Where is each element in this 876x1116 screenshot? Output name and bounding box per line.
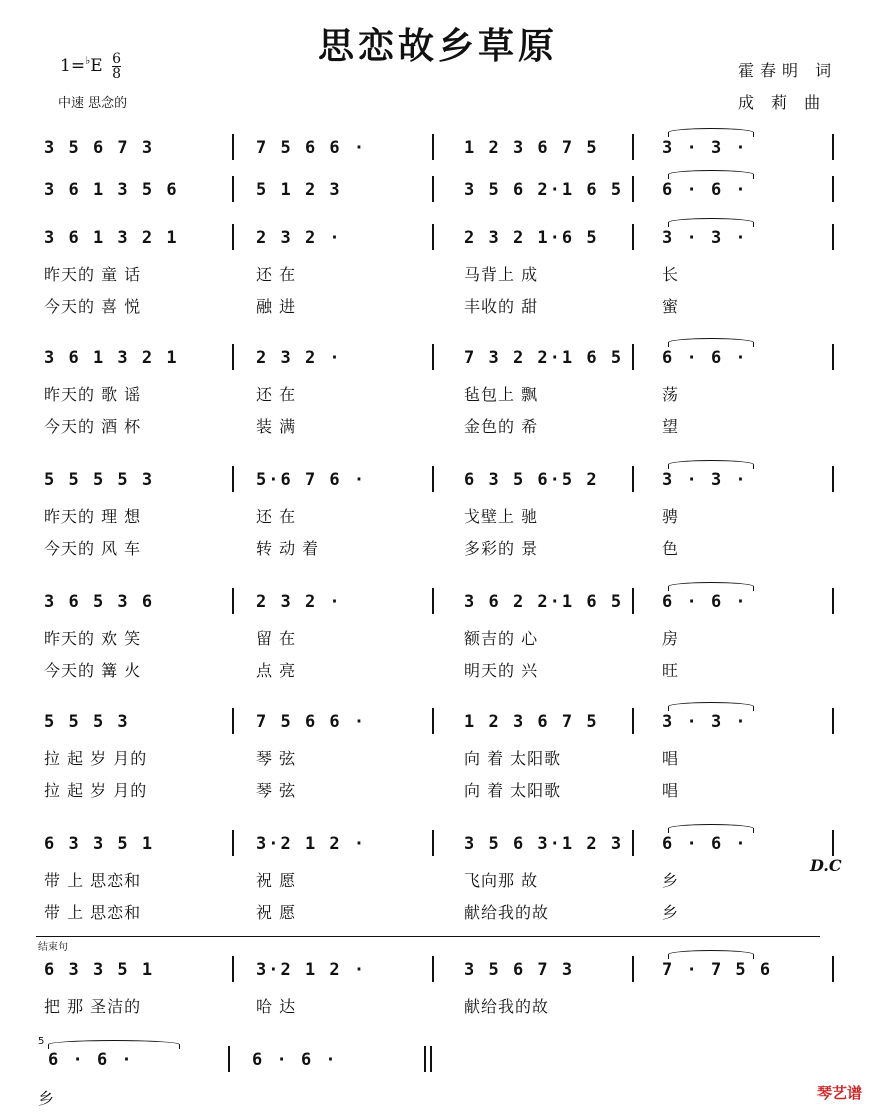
bar-line — [632, 588, 634, 614]
bar-line — [424, 1046, 426, 1072]
measure-notes: 5 1 2 3 — [256, 180, 342, 200]
lyric-text: 额吉的 心 — [464, 629, 539, 648]
tie-slur — [668, 582, 754, 591]
bar-line — [832, 176, 834, 202]
measure-notes: 7 · 7 5 6 — [662, 960, 773, 980]
tie-slur — [668, 338, 754, 347]
lyric-text: 向 着 太阳歌 — [464, 781, 562, 800]
lyric-text: 拉 起 岁 月的 — [44, 749, 148, 768]
lyric-text: 今天的 喜 悦 — [44, 297, 142, 316]
measure-notes: 7 3 2 2·1 6 5 — [464, 348, 624, 368]
lyric-text: 明天的 兴 — [464, 661, 539, 680]
bar-line — [432, 588, 434, 614]
lyric-text: 还 在 — [256, 507, 297, 526]
lyric-text: 长 — [662, 265, 680, 284]
lyric-text: 望 — [662, 417, 680, 436]
lyric-text: 荡 — [662, 385, 680, 404]
bar-line — [632, 466, 634, 492]
lyric-text: 还 在 — [256, 265, 297, 284]
measure-notes: 3 · 3 · — [662, 712, 748, 732]
bar-line — [632, 134, 634, 160]
lyric-text: 金色的 希 — [464, 417, 539, 436]
bar-line — [432, 344, 434, 370]
bar-line — [632, 956, 634, 982]
lyric-text: 昨天的 歌 谣 — [44, 385, 142, 404]
bar-line — [232, 176, 234, 202]
measure-notes: 6 · 6 · — [662, 348, 748, 368]
lyric-text: 色 — [662, 539, 680, 558]
meter-num: 6 — [112, 51, 122, 67]
measure-notes: 6 3 5 6·5 2 — [464, 470, 599, 490]
measure-notes: 2 3 2 · — [256, 348, 342, 368]
bar-line — [228, 1046, 230, 1072]
lyric-text: 献给我的故 — [464, 903, 550, 922]
tie-slur — [668, 702, 754, 711]
key-note: E — [90, 56, 103, 76]
lyric-text: 乡 — [662, 903, 680, 922]
measure-notes: 3 5 6 2·1 6 5 — [464, 180, 624, 200]
lyric-text: 哈 达 — [256, 997, 297, 1016]
lyric-text: 马背上 成 — [464, 265, 539, 284]
bar-line — [632, 176, 634, 202]
lyric-text: 多彩的 景 — [464, 539, 539, 558]
measure-notes: 2 3 2 1·6 5 — [464, 228, 599, 248]
measure-notes: 5 5 5 5 3 — [44, 470, 155, 490]
measure-notes: 2 3 2 · — [256, 228, 342, 248]
key-signature — [60, 52, 121, 81]
time-signature — [112, 52, 121, 81]
measure-notes: 3 6 1 3 2 1 — [44, 228, 179, 248]
tempo-marking: 中速 思念的 — [58, 96, 128, 111]
bar-line — [432, 956, 434, 982]
lyric-text: 昨天的 欢 笑 — [44, 629, 142, 648]
measure-notes: 5·6 7 6 · — [256, 470, 367, 490]
lyric-text: 今天的 篝 火 — [44, 661, 142, 680]
lyric-text: 骋 — [662, 507, 680, 526]
bar-line — [632, 344, 634, 370]
lyric-text: 飞向那 故 — [464, 871, 539, 890]
measure-notes: 1 2 3 6 7 5 — [464, 138, 599, 158]
lyric-text: 祝 愿 — [256, 903, 297, 922]
measure-notes: 3 5 6 7 3 — [464, 960, 575, 980]
lyric-text: 琴 弦 — [256, 749, 297, 768]
lyric-text: 向 着 太阳歌 — [464, 749, 562, 768]
bar-line — [632, 708, 634, 734]
lyric-text: 乡 — [38, 1089, 56, 1108]
lyricist: 霍春明 词 — [738, 61, 838, 80]
lyric-text: 乡 — [662, 871, 680, 890]
bar-line — [832, 134, 834, 160]
lyric-text: 房 — [662, 629, 680, 648]
ending-small: 5 — [38, 1036, 45, 1047]
lyric-text: 昨天的 童 话 — [44, 265, 142, 284]
tie-slur — [48, 1040, 180, 1049]
measure-notes: 6 · 6 · — [48, 1050, 134, 1070]
bar-line — [232, 588, 234, 614]
measure-notes: 3 6 1 3 2 1 — [44, 348, 179, 368]
lyric-text: 唱 — [662, 781, 680, 800]
lyric-text: 旺 — [662, 661, 680, 680]
bar-line — [232, 344, 234, 370]
lyric-text: 还 在 — [256, 385, 297, 404]
measure-notes: 3 6 2 2·1 6 5 — [464, 592, 624, 612]
measure-notes: 6 · 6 · — [662, 180, 748, 200]
tie-slur — [668, 950, 754, 959]
lyric-text: 今天的 酒 杯 — [44, 417, 142, 436]
lyric-text: 祝 愿 — [256, 871, 297, 890]
meter-den: 8 — [112, 66, 122, 82]
key-flat: ♭ — [85, 54, 91, 67]
bar-line — [432, 224, 434, 250]
bar-line — [832, 588, 834, 614]
measure-notes: 2 3 2 · — [256, 592, 342, 612]
measure-notes: 6 · 6 · — [662, 834, 748, 854]
measure-notes: 5 5 5 3 — [44, 712, 130, 732]
bar-line — [232, 708, 234, 734]
tie-slur — [668, 170, 754, 179]
lyric-text: 琴 弦 — [256, 781, 297, 800]
measure-notes: 3 · 3 · — [662, 138, 748, 158]
page-title: 思恋故乡草原 — [317, 25, 558, 67]
key-prefix: 1= — [60, 56, 86, 76]
ending-divider — [36, 936, 820, 937]
lyric-text: 留 在 — [256, 629, 297, 648]
measure-notes: 3 5 6 3·1 2 3 — [464, 834, 624, 854]
lyric-text: 拉 起 岁 月的 — [44, 781, 148, 800]
bar-line — [232, 134, 234, 160]
measure-notes: 3·2 1 2 · — [256, 834, 367, 854]
lyric-text: 昨天的 理 想 — [44, 507, 142, 526]
lyric-text: 带 上 思恋和 — [44, 871, 142, 890]
measure-notes: 7 5 6 6 · — [256, 138, 367, 158]
measure-notes: 3 6 1 3 5 6 — [44, 180, 179, 200]
lyric-text: 戈壁上 驰 — [464, 507, 539, 526]
lyric-text: 转 动 着 — [256, 539, 320, 558]
lyric-text: 装 满 — [256, 417, 297, 436]
bar-line — [232, 224, 234, 250]
bar-line — [632, 830, 634, 856]
bar-line — [832, 956, 834, 982]
lyric-text: 点 亮 — [256, 661, 297, 680]
lyric-text: 丰收的 甜 — [464, 297, 539, 316]
lyric-text: 唱 — [662, 749, 680, 768]
measure-notes: 6 · 6 · — [662, 592, 748, 612]
measure-notes: 6 3 3 5 1 — [44, 960, 155, 980]
lyric-text: 毡包上 飘 — [464, 385, 539, 404]
dc-marking: D.C — [810, 856, 842, 875]
measure-notes: 3·2 1 2 · — [256, 960, 367, 980]
measure-notes: 1 2 3 6 7 5 — [464, 712, 599, 732]
lyric-text: 带 上 思恋和 — [44, 903, 142, 922]
tie-slur — [668, 128, 754, 137]
bar-line — [832, 708, 834, 734]
lyric-text: 献给我的故 — [464, 997, 550, 1016]
watermark-logo: 琴艺谱 — [816, 1084, 862, 1102]
bar-line — [432, 830, 434, 856]
lyric-text: 今天的 风 车 — [44, 539, 142, 558]
tie-slur — [668, 460, 754, 469]
final-bar-line — [430, 1046, 432, 1072]
tie-slur — [668, 218, 754, 227]
measure-notes: 3 5 6 7 3 — [44, 138, 155, 158]
lyric-text: 把 那 圣洁的 — [44, 997, 142, 1016]
ending-label: 结束句 — [38, 942, 68, 953]
lyric-text: 蜜 — [662, 297, 680, 316]
bar-line — [832, 224, 834, 250]
bar-line — [632, 224, 634, 250]
measure-notes: 3 · 3 · — [662, 470, 748, 490]
bar-line — [832, 466, 834, 492]
measure-notes: 7 5 6 6 · — [256, 712, 367, 732]
tie-slur — [668, 824, 754, 833]
measure-notes: 6 · 6 · — [252, 1050, 338, 1070]
bar-line — [232, 956, 234, 982]
measure-notes: 3 6 5 3 6 — [44, 592, 155, 612]
bar-line — [432, 466, 434, 492]
bar-line — [232, 830, 234, 856]
bar-line — [232, 466, 234, 492]
measure-notes: 6 3 3 5 1 — [44, 834, 155, 854]
bar-line — [832, 830, 834, 856]
measure-notes: 3 · 3 · — [662, 228, 748, 248]
composer: 成 莉 曲 — [738, 93, 827, 112]
lyric-text: 融 进 — [256, 297, 297, 316]
bar-line — [432, 134, 434, 160]
bar-line — [832, 344, 834, 370]
bar-line — [432, 176, 434, 202]
bar-line — [432, 708, 434, 734]
